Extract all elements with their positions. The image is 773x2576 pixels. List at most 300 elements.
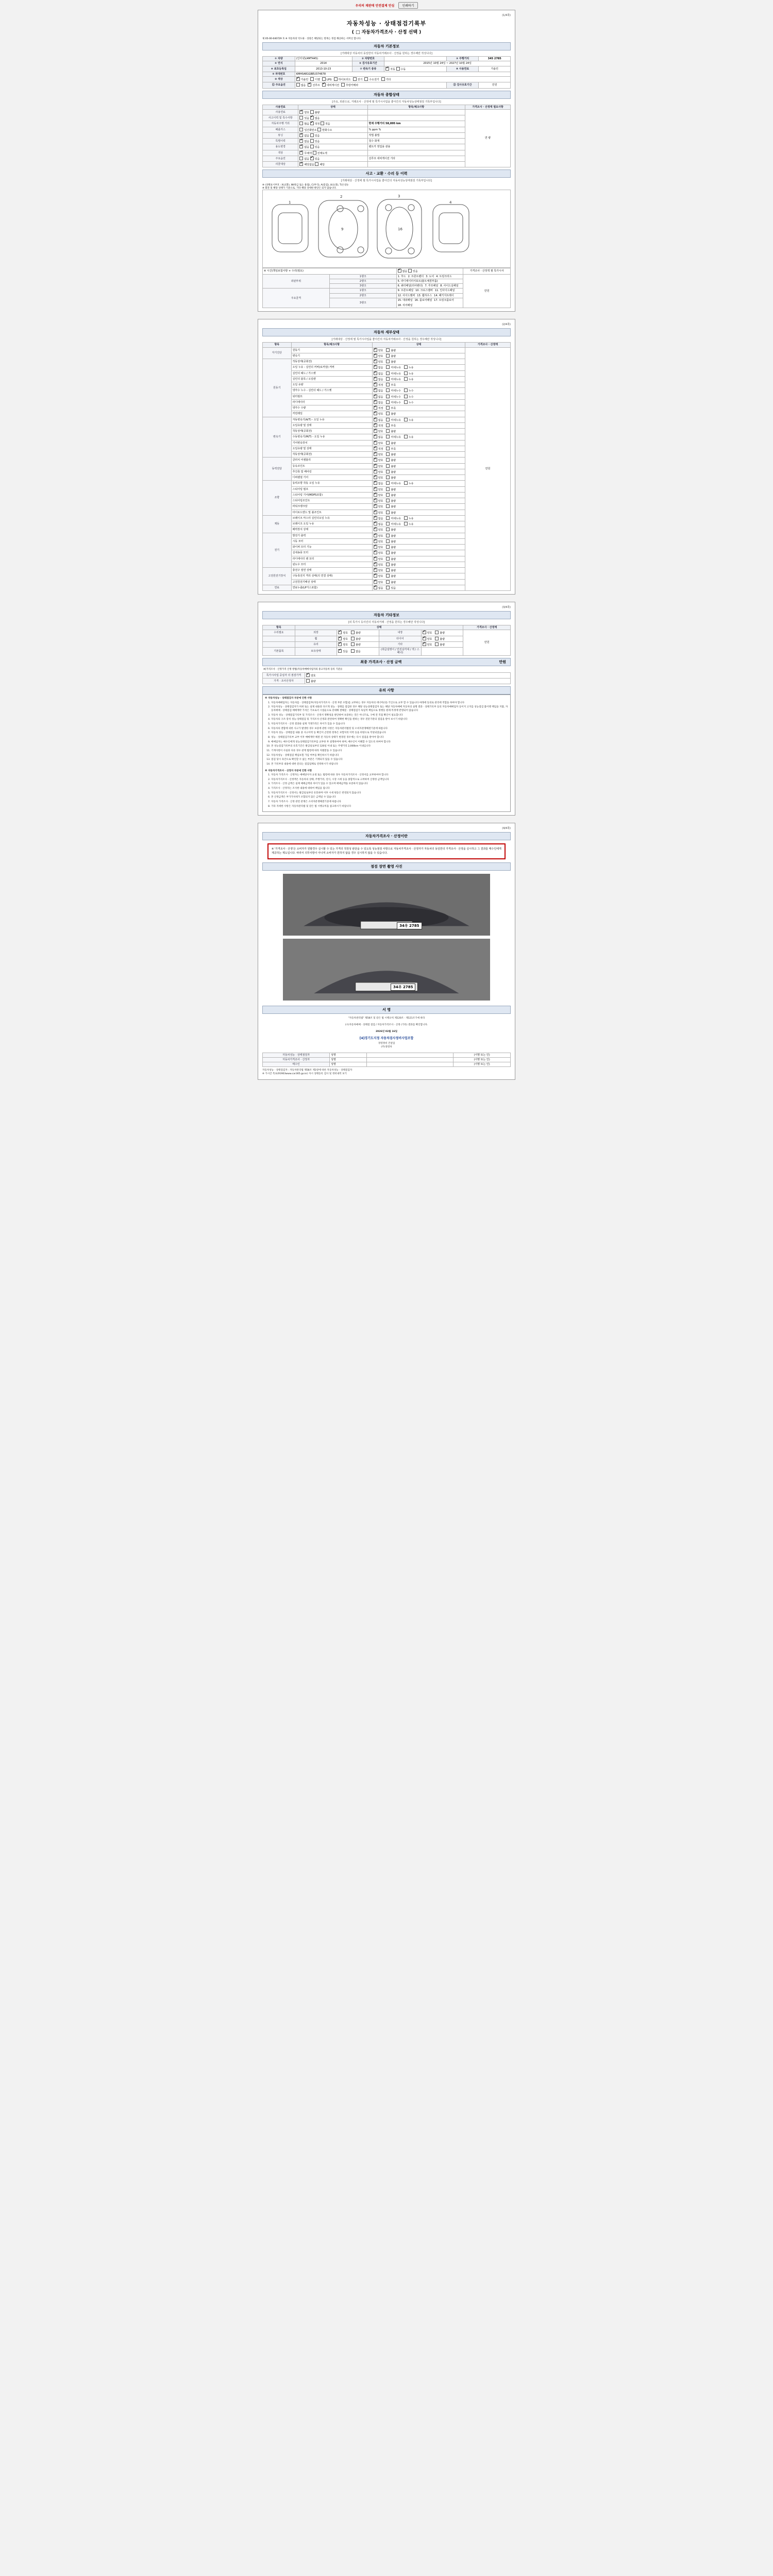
detail-sub-4-4: 파워크랭크암 [291, 504, 372, 510]
detail-opts-4-3[interactable]: ✔ 양호 불량 [372, 498, 465, 504]
detail-opts-4-2[interactable]: ✔ 양호 불량 [372, 492, 465, 498]
detail-opts-2-6[interactable]: ✔ 양호 불량 [372, 452, 465, 457]
fuel-opt-1[interactable]: 디젤 [310, 77, 320, 81]
overall-state-3[interactable]: 일산화탄소 탄화수소 [298, 127, 367, 132]
table-row [263, 61, 511, 66]
topbar [258, 0, 515, 10]
basic-label-3: ③ 주행거리 [446, 57, 479, 61]
print-button[interactable]: 인쇄하기 [398, 2, 417, 9]
detail-sub-1-4: 오일 유량 [291, 382, 372, 388]
sign-date: 2026년 02월 16일 [375, 1030, 398, 1033]
overall-mid-3: % ppm % [367, 127, 465, 132]
detail-sub-6-5: 윈도우 모터 [291, 562, 372, 567]
sheet-page-4 [258, 823, 515, 1079]
sign-seal-2: (서명 또는 인) [453, 1062, 511, 1067]
detail-opts-1-7[interactable]: ✔ 없음 미세누수 누수 [372, 399, 465, 405]
legend-rank-3: 3랭크 [329, 284, 396, 289]
detail-opts-5-1[interactable]: ✔ 없음 미세누유 누유 [372, 521, 465, 527]
caution-item-1-2: 3. 가격조사 · 산정 금액은 실제 매매금액과 차이가 있을 수 있으며 매매금액을 보증하지 않습니다 [271, 783, 508, 786]
etc-opts1-0[interactable]: ✔ 양호 불량 [337, 630, 379, 636]
sign-field-0[interactable] [367, 1053, 453, 1057]
price-select-right-value[interactable]: 불량 [305, 678, 510, 684]
major-a-2: 11. 인사이드패널 [434, 289, 455, 293]
detail-sub-1-5: 냉각수 누수 - 실린더 헤드 / 가스켓 [291, 388, 372, 394]
caution-item-0-4: 5. 자동차가격조사 · 산정 결과와 실제 거래가격은 차이가 있을 수 있습니다 [271, 723, 508, 726]
etc-key-3: 기본품목 [263, 648, 295, 656]
basic-value-6: 2013-10-23 [295, 66, 352, 72]
rank1-item-2: 3. 도어 [426, 275, 434, 278]
detail-sub-1-0: 작동상태(공회전) [291, 359, 372, 365]
major-items-a2 [396, 293, 463, 298]
rank3-item-2: 8. 사이드실패널 [440, 284, 459, 287]
detail-sub-4-0: 동력조향 작동 오일 누유 [291, 481, 372, 486]
sign-company-sub: (주)경영차 [381, 1046, 392, 1049]
option-opt-3[interactable]: 후방카메라 [341, 83, 358, 87]
major-rank-1: 1랭크 [329, 289, 396, 293]
etc-table [262, 625, 511, 656]
table-header-row [263, 105, 511, 109]
caution-item-0-3: 4. 자동차의 구조·장치 성능·상태점검 및 가격조사·산정과 관련하여 정확한 확인을 원하는 경우 전문기관의 점검을 받아 보시기 바랍니다 [271, 718, 508, 722]
detail-sub-2-3: 수동변속기(M/T) - 오일 누유 [291, 434, 372, 440]
car-damage-diagram[interactable] [262, 190, 511, 268]
rank3-item-0: 6. 쿼터패널(리어펜더) [397, 284, 423, 287]
option-opt-0[interactable]: 없음 [296, 83, 306, 87]
detail-col-2: 상태 [372, 343, 465, 347]
overall-table [262, 105, 511, 168]
svg-text:4: 4 [449, 200, 452, 205]
section-accident-note: [거래대상 · 산정에 필 특가시사업을 좋아간의 자동차성능상태점검 기록부입니다] [341, 179, 432, 183]
overall-state-6[interactable]: ✔ 없음 있음 [298, 144, 367, 150]
sheet-page-1 [258, 10, 515, 312]
doc-line: 제 05-00-040729 호 ※ 자동차의 덕도와 · 상창은 해당되는 항목는 정검 해공하는 서버신 합니다. [262, 38, 361, 40]
sheet-page-2 [258, 319, 515, 595]
detail-sub-2-2: 작동상태(공회전) [291, 429, 372, 434]
detail-opts-7-1[interactable]: ✔ 양호 불량 [372, 573, 465, 579]
etc-price-col: 만원 [463, 630, 511, 655]
detail-sub-4-3: 스티어링조인트 [291, 498, 372, 504]
detail-opts-6-3[interactable]: ✔ 양호 불량 [372, 550, 465, 556]
detail-sub-0-0: 원동기 [291, 347, 372, 353]
etc-b-2: 기타 [379, 641, 422, 647]
transmission-opt-1[interactable]: 수동 [396, 68, 406, 71]
etc-col-1: 상태 [295, 625, 463, 630]
price-info-body: ※ '가격조사 · 산정'은 소비자가 원할경우 실시할 수 있는 가격의 적정성 판단을 수 있도록 성능점검 사항으로 자동차가격조사 · 산정자가 자동차의 동일반의 가격조사 · 산정을 실시하고 그 결과를 매수인에게 제공하는 제도입니다. 따라서 의무사항이 아니며 소비자가 원하지 않을 경우 실시하지 않을 수 있습니다. [267, 843, 506, 859]
detail-opts-1-8[interactable]: ✔ 적정 부족 [372, 405, 465, 411]
rank3-item-1: 7. 루프패널 [425, 284, 439, 287]
final-price-note: ※[가격조사 · 산정가격 산정 방법(자동차매매사업자의 중고자동차 등록 기준)] [263, 668, 342, 671]
detail-sub-4-1: 스티어링 펌프 [291, 486, 372, 492]
overall-key-5: 특별이력 [263, 139, 298, 144]
detail-opts-6-4[interactable]: ✔ 양호 불량 [372, 556, 465, 562]
accident-right-value: 만원 [463, 274, 511, 308]
table-row [263, 1053, 511, 1057]
detail-sub-1-3: 실린더 블록 / 오일팬 [291, 376, 372, 382]
overall-state-4[interactable]: ✔ 없음 있음 [298, 132, 367, 138]
detail-opts-4-1[interactable]: ✔ 양호 불량 [372, 486, 465, 492]
detail-opts-1-1[interactable]: ✔ 없음 미세누유 누유 [372, 365, 465, 370]
detail-sub-3-0: 클러치 어셈블리 [291, 457, 372, 463]
table-row [263, 82, 511, 88]
overall-key-7: 색상 [263, 150, 298, 156]
major-b-2: 17. 트렁크플로어 [434, 298, 454, 302]
photo-wrap [262, 871, 511, 1004]
section-accident: 사고 · 교환 · 수리 등 이력 [262, 170, 511, 178]
sign-text-2: (구)자동차매매 · 상태점 점검 / 자동차가격조사 · 산정 (기록) 결과를 확인합니다. [345, 1024, 428, 1027]
detail-group-0: 자기진단 [263, 347, 292, 359]
overall-mid-2: 현재 주행거리 58,895 km [367, 121, 465, 127]
major-a-1: 10. 크로스멤버 [415, 289, 433, 293]
fuel-label: ⑩ 색상 [263, 77, 295, 82]
page-number-2: (2/4쪽) [502, 323, 511, 327]
sign-field-1[interactable] [367, 1057, 453, 1062]
legend-left-title: 외판부위 [263, 274, 330, 289]
section-price-info: 자동차가격조사 · 산정이란 [262, 832, 511, 840]
detail-sub-2-1: 오일유량 및 상태 [291, 422, 372, 428]
detail-group-5: 제동 [263, 515, 292, 533]
major-b-1: 16. 플로어패널 [414, 298, 432, 302]
detail-opts-7-0[interactable]: ✔ 양호 불량 [372, 568, 465, 573]
caution-item-0-13: 14. 본 기록부의 내용에 대한 문의는 점검업체로 연락하시기 바랍니다 [271, 763, 508, 767]
overall-key-9: 리콜대상 [263, 162, 298, 167]
etc-opts1-2[interactable]: ✔ 양호 불량 [337, 641, 379, 647]
rank1-items [396, 274, 463, 279]
table-row [263, 109, 511, 115]
detail-opts-0-1[interactable]: ✔ 양호 불량 [372, 353, 465, 359]
plate-rear: 34우 2785 [391, 984, 415, 991]
rank2-items: 5. 라디에이터서포트(볼트체결부품) [396, 279, 463, 283]
major-b-0: 15. 대쉬패널 [397, 298, 413, 302]
price-select-right: 가격 · 조사산정자 [263, 678, 305, 684]
detail-opts-2-4[interactable]: ✔ 양호 불량 [372, 440, 465, 446]
overall-state-2[interactable]: 많음 ✔ 적정 적음 [298, 121, 367, 127]
caution-box [262, 694, 511, 812]
basic-value-5: 2015년 10월 24일 ~ 2027년 10월 24일 [384, 61, 511, 66]
sign-seal-0: (서명 또는 인) [453, 1053, 511, 1057]
svg-text:9: 9 [341, 227, 344, 232]
sign-seal-1: (서명 또는 인) [453, 1057, 511, 1062]
caution-item-0-1: 2. 자동차성능 · 상태점검자가 허위 또는 실제 내용과 다르게 성능 · 상태를 점검한 경우 해당 성능상태점검자 또는 해당 자동차매매 자동차의 실행 결과 · 상태기록부 등의 자동차매매업자 등이지 고지를 성능점검 불이행 책임을 지불, 자동차매매 · 상태점검 매매계약 가격은 기초로서 시설순으로 강대해 결해질 · 상태점검기 독일적 책임으로 정행동 원래 특정에 반영되어 않습니다 [271, 706, 508, 713]
page-number-1: (1/4쪽) [502, 14, 511, 17]
detail-opts-1-9[interactable]: ✔ 양호 불량 [372, 411, 465, 417]
sheet-page-3 [258, 602, 515, 816]
page-number-4: (4/4쪽) [502, 827, 511, 831]
detail-opts-6-2[interactable]: ✔ 양호 불량 [372, 545, 465, 550]
basic-label-7: ⑦ 변속기 종류 [352, 66, 384, 72]
detail-opts-6-0[interactable]: ✔ 양호 불량 [372, 533, 465, 538]
detail-opts-5-2[interactable]: ✔ 양호 불량 [372, 527, 465, 533]
detail-sub-2-6: 작동상태(공회전) [291, 452, 372, 457]
section-photos: 점검 장면 촬영 사진 [262, 862, 511, 871]
sign-role-0: 자동차성능 · 상태점검자 [263, 1053, 330, 1057]
major-items-b [396, 298, 463, 308]
detail-group-7: 고전원전기장치 [263, 568, 292, 585]
detail-opts-1-6[interactable]: ✔ 없음 미세누수 누수 [372, 394, 465, 399]
etc-a-1: 휠 [295, 636, 337, 641]
detail-opts-2-3[interactable]: ✔ 없음 미세누유 누유 [372, 434, 465, 440]
detail-col-3: 가격조사 · 산정액 [465, 343, 511, 347]
detail-sub-5-1: 브레이크 오일 누유 [291, 521, 372, 527]
page-subtitle: ( □ 자동차가격조사 · 산정 선택 ) [351, 30, 422, 35]
accident-bottom-opts[interactable]: ✔ 없음 있음 [396, 268, 463, 274]
etc-opts1-1[interactable]: ✔ 양호 불량 [337, 636, 379, 641]
etc-a-0: 외장 [295, 630, 337, 636]
major-rank-2: 2랭크 [329, 293, 396, 298]
detail-opts-6-1[interactable]: ✔ 양호 불량 [372, 538, 465, 544]
caution-item-0-5: 6. 자동차의 결함에 의한 사고가 발생한 경우 보증에 관한 사항은 자동차관리법령 및 소비자분쟁해결기준에 따릅니다 [271, 727, 508, 731]
table-row [263, 66, 511, 72]
detail-sub-6-0: 발전기 출력 [291, 533, 372, 538]
detail-opts-3-0[interactable]: ✔ 양호 불량 [372, 457, 465, 463]
sign-text-1: "자동차관리법" 제58조 및 같은 법 시행규칙 제120조 · 제121조기에 따라 [348, 1017, 425, 1020]
detail-sub-5-0: 브레이크 마스터 실린더오일 누유 [291, 515, 372, 521]
section-sign: 서 명 [262, 1006, 511, 1014]
caution-item-0-6: 7. 자동차 성능 · 상태점검 내용 중 사고이력 등 확인이 곤란한 항목은 보험처리 이력 등을 바탕으로 작성되었습니다 [271, 732, 508, 735]
sign-footer-1: 자동차성능 · 상태점검자 : 자동차관리법 제58조 제1항에 따른 자동차성능 · 상태점검자 [262, 1069, 352, 1072]
overall-mid-1 [367, 115, 465, 121]
detail-opts-8-0[interactable]: ✔ 없음 있음 [372, 585, 465, 590]
detail-sub-7-0: 충전구 절연 상태 [291, 568, 372, 573]
table-row [263, 630, 511, 636]
plate-front: 34우 2785 [397, 922, 422, 929]
detail-sub-4-2: 스티어링 기어(MDPS포함) [291, 492, 372, 498]
detail-sub-6-1: 시동 모터 [291, 538, 372, 544]
etc-opts2-2[interactable]: ✔ 양호 불량 [421, 641, 463, 647]
svg-text:3: 3 [398, 194, 400, 199]
etc-col-0: 항목 [263, 625, 295, 630]
sign-org: [4]경기도지정 자동차검사정비사업조합 [359, 1037, 414, 1041]
price-select-left-value[interactable]: ✔ 양호 [305, 672, 510, 678]
basic-label-2: ② 차량번호 [352, 57, 384, 61]
overall-state-0[interactable]: ✔ 양호 불량 [298, 109, 367, 115]
etc-a-3: 보유상태 [295, 648, 337, 656]
table-row [263, 678, 511, 684]
overall-col-3: 가격조사 · 산정액 필요사항 [465, 105, 511, 109]
overall-mid-6: 렌트카 영업용 관용 [367, 144, 465, 150]
caution-item-1-1: 2. 자동차가격조사 · 산정액은 자동차의 상태, 주행거리, 연식, 시장 시세 등을 종합적으로 고려하여 산정한 금액입니다 [271, 778, 508, 782]
option-options [295, 82, 446, 88]
detail-opts-6-5[interactable]: ✔ 양호 불량 [372, 562, 465, 567]
etc-b-0: 내장 [379, 630, 422, 636]
detail-opts-0-0[interactable]: ✔ 양호 불량 [372, 347, 465, 353]
accident-legend-table [262, 268, 511, 308]
caution-item-1-4: 5. 자동차가격조사 · 산정서는 발급일로부터 유효하며 이후 시세 변동은 반영되지 않습니다 [271, 792, 508, 795]
detail-table [262, 342, 511, 591]
overall-key-8: 주요옵션 [263, 156, 298, 161]
insp-label: ⑫ 검사유효기간 [446, 82, 479, 88]
table-row [263, 347, 511, 353]
etc-opts2-3[interactable] [421, 648, 463, 656]
etc-key-0: 수리필요 [263, 630, 295, 636]
sign-role-2: 매수인 [263, 1062, 330, 1067]
svg-text:2: 2 [340, 195, 343, 199]
detail-opts-3-2[interactable]: ✔ 양호 불량 [372, 469, 465, 474]
detail-opts-2-0[interactable]: ✔ 없음 미세누유 누유 [372, 417, 465, 422]
caution-item-0-10: 11. 기재사항이 사실과 다른 경우 관계 법령에 따라 처벌받을 수 있습니다 [271, 750, 508, 753]
detail-opts-4-0[interactable]: ✔ 없음 미세누유 누유 [372, 481, 465, 486]
option-opt-1[interactable]: ✔ 선루프 [308, 83, 320, 87]
transmission-opt-0[interactable]: ✔ 자동 [385, 68, 395, 71]
legend-rank-1: 1랭크 [329, 274, 396, 279]
table-row [263, 72, 511, 76]
sign-company: 경영정비 건설업 [378, 1042, 395, 1045]
section-final-price [262, 658, 511, 666]
sign-name-label-0: 성명 [330, 1053, 367, 1057]
final-price-unit: 만원 [499, 659, 506, 664]
table-row [263, 268, 511, 274]
insp-value: 만원 [479, 82, 511, 88]
signature-table [262, 1053, 511, 1067]
overall-state-5[interactable]: ✔ 없음 있음 [298, 139, 367, 144]
accident-bottom-label: ※ 시건(책임보험사항 + 수리(필요) [263, 268, 397, 274]
car-rear-photo-svg [283, 939, 490, 1001]
section-etc-note: [외 특가시 등사진의 자동차거래 · 산정을 원하는 경우해만 작성니다] [348, 621, 425, 624]
transmission-options [384, 66, 446, 72]
overall-col-2: 항목/체크사항 [367, 105, 465, 109]
detail-opts-1-3[interactable]: ✔ 없음 미세누유 누유 [372, 376, 465, 382]
detail-opts-1-5[interactable]: ✔ 없음 미세누수 누수 [372, 388, 465, 394]
section-detail: 자동차 세부상태 [262, 328, 511, 336]
major-items-a [396, 289, 463, 293]
sign-field-2[interactable] [367, 1062, 453, 1067]
fuel-opt-3[interactable]: 하이브리드 [334, 77, 351, 81]
overall-right: 연 량 [465, 109, 511, 167]
basic-label-6: ⑥ 최초등록일 [263, 66, 295, 72]
sign-name-label-1: 성명 [330, 1057, 367, 1062]
detail-opts-1-4[interactable]: ✔ 적정 부족 [372, 382, 465, 388]
section-detail-note: [거래대상 · 산정에 필 특가시사업을 좋아간의 자동차거래조사 · 산정을 원하는 경우해만 작성니다] [331, 338, 442, 342]
detail-sub-6-4: 라디에이터 팬 모터 [291, 556, 372, 562]
detail-col-1: 항목/체크사항 [291, 343, 372, 347]
overall-state-7[interactable]: ✔ 무채색 전체도색 [298, 150, 367, 156]
overall-mid-7 [367, 150, 465, 156]
basic-label-8: ⑧ 사용연료 [446, 66, 479, 72]
etc-opts2-0[interactable]: ✔ 양호 불량 [421, 630, 463, 636]
basic-value-3: 345 2785 [479, 57, 511, 61]
option-opt-2[interactable]: ✔ 네비게이션 [322, 83, 339, 87]
fuel-opt-0[interactable]: ✔ 가솔린 [296, 77, 309, 81]
detail-group-4: 조향 [263, 481, 292, 516]
fuel-opt-5[interactable]: 수소전기 [364, 77, 379, 81]
detail-opts-3-1[interactable]: ✔ 양호 불량 [372, 463, 465, 469]
detail-sub-1-2: 실린더 헤드 / 가스켓 [291, 370, 372, 376]
major-a-4: 13. 휠하우스 [417, 294, 432, 297]
basic-label-1: ① 차량 [263, 57, 295, 61]
table-header-row [263, 625, 511, 630]
detail-group-8: 연료 [263, 585, 292, 590]
accident-bullet-0: ※ (상태표시부호 : X(교환), W(판금 또는 용접), C(부식), A(흠집), U(요철), T(손상)) [262, 184, 348, 187]
detail-opts-2-1[interactable]: ✔ 적정 부족 [372, 422, 465, 428]
detail-sub-4-5: 타이로드엔드 및 볼조인트 [291, 510, 372, 515]
detail-opts-4-4[interactable]: ✔ 양호 불량 [372, 504, 465, 510]
detail-opts-1-2[interactable]: ✔ 없음 미세누유 누유 [372, 370, 465, 376]
caution-item-0-0: 1. 자동차매매업자는 자동차를 · 상태점검부(자동차가격조사 · 산정 부분 포함)를 교부하는 경우 자동차의 데너미(의) 기인으로 교부 할 수 있습니다 마래에 동의로 관리에 적합을 하여야 합니다 [271, 702, 508, 705]
detail-opts-4-5[interactable]: ✔ 양호 불량 [372, 510, 465, 515]
section-basic-info: 자동차 기본정보 [262, 42, 511, 50]
overall-state-9[interactable]: ✔ 해당없음 해당 [298, 162, 367, 167]
sign-role-1: 자동차가격조사 · 산정자 [263, 1057, 330, 1062]
detail-sub-1-1: 오일 누유 - 실린더 커버(로커암) 커버 [291, 365, 372, 370]
section-caution: 유의 사항 [262, 686, 511, 694]
photo-front [283, 874, 490, 936]
detail-opts-1-0[interactable]: ✔ 양호 불량 [372, 359, 465, 365]
overall-state-8[interactable]: 없음 ✔ 있음 [298, 156, 367, 161]
caution-item-0-2: 3. 자동차 성능 · 상태점검기록부 및 가격조사 · 산정서 정확성을 판단하여 보증하는 것은 아니므로, 구매 전 직접 확인이 필요합니다 [271, 714, 508, 718]
etc-opts1-3[interactable]: ✔ 있음 없음 [337, 648, 379, 656]
caution-item-0-7: 8. 성능 · 상태점검기록부 교부 이후 매매계약 체결 전 자동차 상태가 변경된 경우에는 다시 점검을 받아야 합니다 [271, 736, 508, 740]
accident-bullet-1: ※ 회전 및 해당 상태가 기준으로, 기타 해당 상세한 판단은 되지 않습니다. [262, 187, 337, 190]
overall-key-3: 배출가스 [263, 127, 298, 132]
overall-col-1: 상태 [298, 105, 367, 109]
etc-opts2-1[interactable]: ✔ 양호 불량 [421, 636, 463, 641]
overall-state-1[interactable]: 있음 ✔ 없음 [298, 115, 367, 121]
svg-text:16: 16 [398, 227, 402, 232]
detail-group-1: 원동기 [263, 359, 292, 417]
detail-col-0: 항목 [263, 343, 292, 347]
basic-label-5: ⑤ 검사유효기간 [352, 61, 384, 66]
overall-mid-4: 적법 불법 [367, 132, 465, 138]
legend-right-title: 주요골격 [263, 289, 330, 308]
basic-label-9: ⑨ 차대번호 [263, 72, 295, 76]
major-rank-3: 3랭크 [329, 298, 396, 308]
basic-value-2 [384, 57, 446, 61]
basic-value-9: KMHS481GBEU374678 [295, 72, 510, 76]
fuel-opt-2[interactable]: LPG [322, 77, 332, 81]
basic-value-4: 2014 [295, 61, 352, 66]
detail-group-2: 변속기 [263, 417, 292, 457]
caution-head-1: ※ 자동차가격조사 · 산정자 부분에 안한 사항 [265, 769, 312, 772]
detail-opts-3-3[interactable]: ✔ 양호 불량 [372, 475, 465, 481]
caution-item-0-8: 9. 매매업자는 매수인에게 성능상태점검기록부를 교부한 후 설명하여야 하며, 매수인이 이해할 수 있도록 하여야 합니다 [271, 741, 508, 744]
etc-a-2: 유리 [295, 641, 337, 647]
detail-sub-2-4: 기어변속장치 [291, 440, 372, 446]
table-row [263, 1062, 511, 1067]
etc-key-2 [263, 641, 295, 647]
detail-sub-7-1: 구동축전지 격리 상태(의 연결 상태) [291, 573, 372, 579]
table-header-row [263, 343, 511, 347]
basic-value-8: 가솔린 [479, 66, 511, 72]
caution-item-1-3: 4. 가격조사 · 산정자는 조사한 내용에 대하여 책임을 집니다 [271, 787, 508, 791]
overall-key-0: 사용연료 [263, 109, 298, 115]
fuel-opt-4[interactable]: 전기 [353, 77, 363, 81]
detail-opts-2-2[interactable]: ✔ 양호 불량 [372, 429, 465, 434]
detail-sub-5-2: 배력장치 상태 [291, 527, 372, 533]
caution-head-0: ※ 자동차성능 · 상태점검자 부분에 안한 사항 [265, 697, 312, 700]
price-method-table [262, 672, 511, 685]
detail-sub-0-1: 변속기 [291, 353, 372, 359]
detail-sub-3-1: 등속조인트 [291, 463, 372, 469]
etc-b-1: 타이어 [379, 636, 422, 641]
table-row [263, 57, 511, 61]
detail-opts-5-0[interactable]: ✔ 없음 미세누유 누유 [372, 515, 465, 521]
major-a-0: 9. 프론트패널 [397, 289, 414, 293]
etc-b-3: (취급설명서 / 안전삼각대 / 잭 / 스패너) [379, 648, 422, 656]
rank3-items [396, 284, 463, 289]
accident-bottom-right: 가격조사 · 산정액 필 특가시사 [463, 268, 511, 274]
fuel-opt-6[interactable]: 기타 [381, 77, 391, 81]
caution-item-0-9: 10. 본 성능점검기록부의 유효기간은 발급일로부터 120일 이내 또는 주행거리 2,000km 이내입니다 [271, 745, 508, 749]
legend-rank-2: 2랭크 [329, 279, 396, 283]
detail-opts-7-2[interactable]: ✔ 양호 불량 [372, 579, 465, 585]
overall-mid-0 [367, 109, 465, 115]
detail-sub-8-0: 연료누출(LP가스포함) [291, 585, 372, 590]
detail-opts-2-5[interactable]: ✔ 적정 부족 [372, 446, 465, 451]
caution-item-1-0: 1. 자동차 가격조사 · 산정자는 매매당사자 요청 또는 법령에 따른 경우 자동차가격조사 · 산정서를 교부하여야 합니다 [271, 774, 508, 777]
sign-name-label-2: 성명 [330, 1062, 367, 1067]
major-b-3: 18. 리어패널 [397, 304, 413, 307]
page-number-3: (3/4쪽) [502, 606, 511, 609]
caution-item-0-11: 12. 자동차성능 · 상태점검 책임보험 가입 여부를 확인하시기 바랍니다 [271, 754, 508, 758]
major-a-5: 14. 패키지트레이 [434, 294, 454, 297]
